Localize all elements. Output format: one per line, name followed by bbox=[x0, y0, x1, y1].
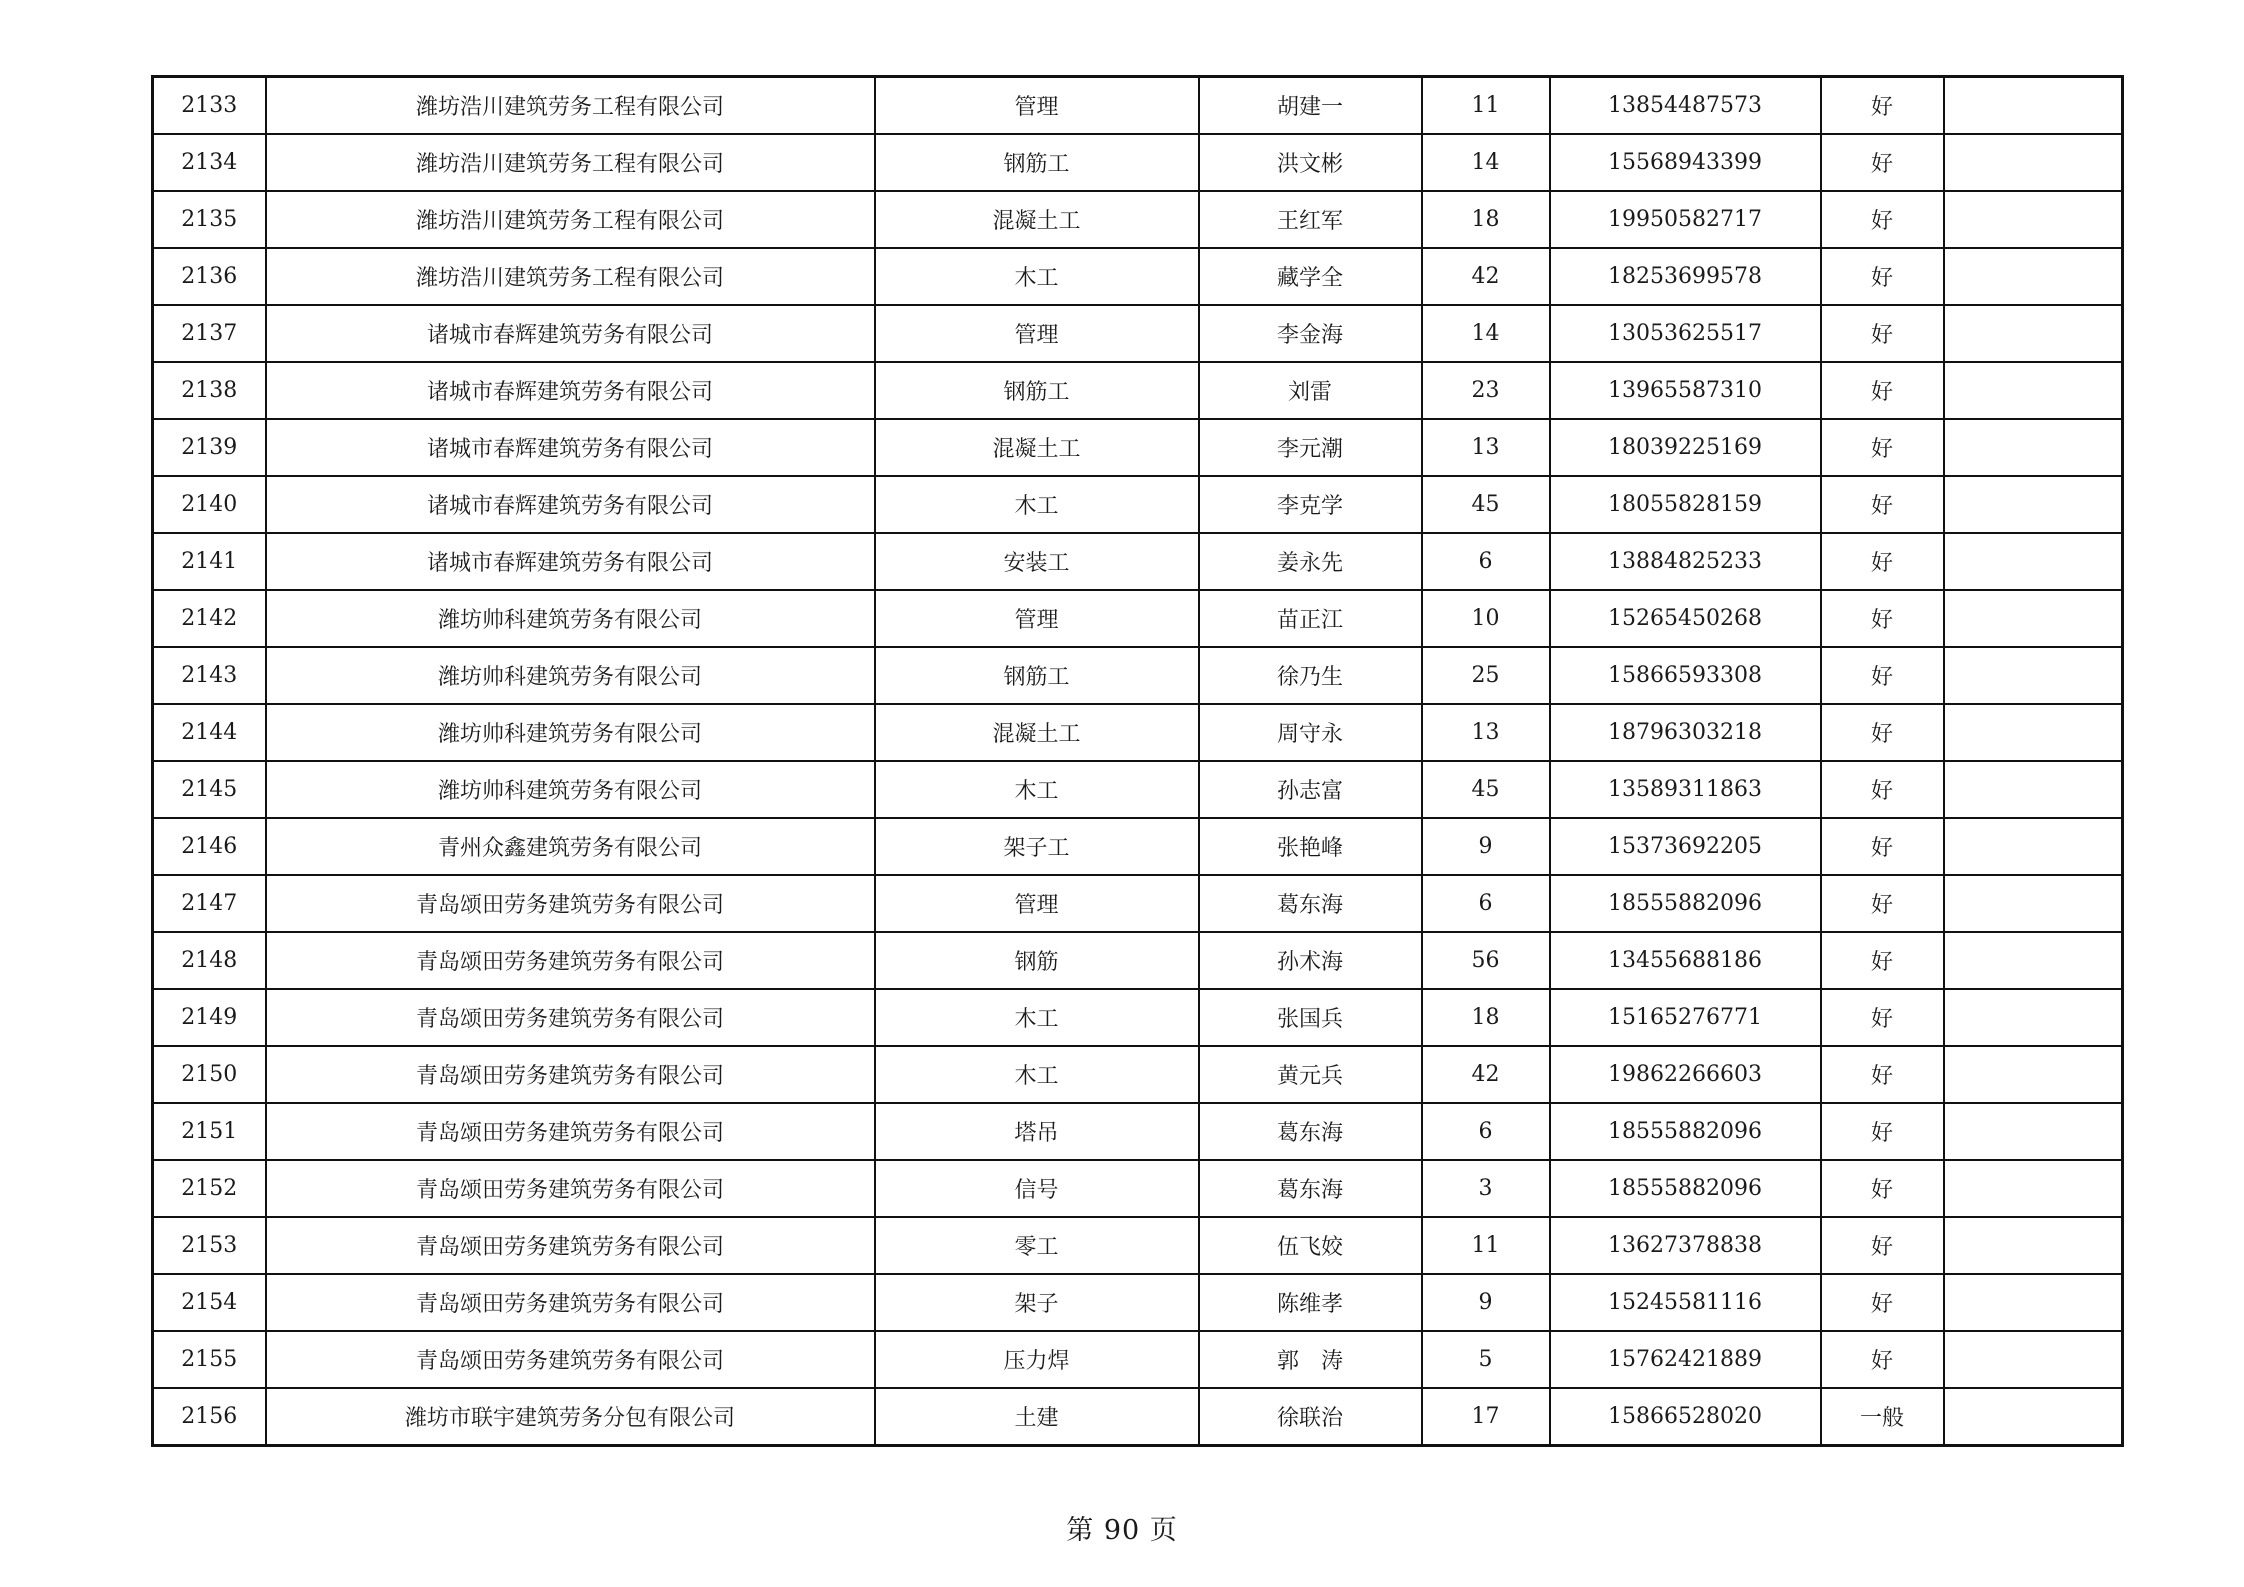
rating-cell: 好 bbox=[1821, 476, 1944, 533]
company-name-cell: 诸城市春辉建筑劳务有限公司 bbox=[266, 476, 875, 533]
remark-cell bbox=[1944, 1046, 2123, 1103]
remark-cell bbox=[1944, 932, 2123, 989]
row-number-cell: 2155 bbox=[153, 1331, 266, 1388]
headcount-cell: 45 bbox=[1422, 476, 1550, 533]
remark-cell bbox=[1944, 761, 2123, 818]
contact-name-cell: 葛东海 bbox=[1199, 875, 1422, 932]
company-name-cell: 青岛颂田劳务建筑劳务有限公司 bbox=[266, 1046, 875, 1103]
rating-cell: 好 bbox=[1821, 1331, 1944, 1388]
company-name-cell: 诸城市春辉建筑劳务有限公司 bbox=[266, 419, 875, 476]
trade-cell: 管理 bbox=[875, 305, 1199, 362]
phone-cell: 15866593308 bbox=[1550, 647, 1821, 704]
headcount-cell: 10 bbox=[1422, 590, 1550, 647]
row-number-cell: 2133 bbox=[153, 77, 266, 135]
company-name-cell: 潍坊浩川建筑劳务工程有限公司 bbox=[266, 191, 875, 248]
headcount-cell: 18 bbox=[1422, 191, 1550, 248]
page-number: 第 90 页 bbox=[1066, 1515, 1178, 1546]
company-name-cell: 潍坊帅科建筑劳务有限公司 bbox=[266, 761, 875, 818]
contact-name-cell: 伍飞姣 bbox=[1199, 1217, 1422, 1274]
headcount-cell: 3 bbox=[1422, 1160, 1550, 1217]
table-row bbox=[153, 875, 2123, 932]
company-name-cell: 青岛颂田劳务建筑劳务有限公司 bbox=[266, 1103, 875, 1160]
trade-cell: 钢筋工 bbox=[875, 362, 1199, 419]
company-name-cell: 青岛颂田劳务建筑劳务有限公司 bbox=[266, 1274, 875, 1331]
phone-cell: 13589311863 bbox=[1550, 761, 1821, 818]
table-row bbox=[153, 362, 2123, 419]
row-number-cell: 2146 bbox=[153, 818, 266, 875]
headcount-cell: 6 bbox=[1422, 875, 1550, 932]
contact-name-cell: 李元潮 bbox=[1199, 419, 1422, 476]
phone-cell: 13854487573 bbox=[1550, 77, 1821, 135]
remark-cell bbox=[1944, 476, 2123, 533]
trade-cell: 木工 bbox=[875, 989, 1199, 1046]
phone-cell: 13627378838 bbox=[1550, 1217, 1821, 1274]
remark-cell bbox=[1944, 362, 2123, 419]
table-row bbox=[153, 134, 2123, 191]
table-row bbox=[153, 1160, 2123, 1217]
table-row bbox=[153, 818, 2123, 875]
row-number-cell: 2141 bbox=[153, 533, 266, 590]
remark-cell bbox=[1944, 590, 2123, 647]
row-number-cell: 2154 bbox=[153, 1274, 266, 1331]
table-row bbox=[153, 1046, 2123, 1103]
remark-cell bbox=[1944, 1103, 2123, 1160]
table-row bbox=[153, 989, 2123, 1046]
company-name-cell: 潍坊浩川建筑劳务工程有限公司 bbox=[266, 134, 875, 191]
phone-cell: 15762421889 bbox=[1550, 1331, 1821, 1388]
company-name-cell: 青岛颂田劳务建筑劳务有限公司 bbox=[266, 1217, 875, 1274]
rating-cell: 好 bbox=[1821, 77, 1944, 135]
remark-cell bbox=[1944, 134, 2123, 191]
contact-name-cell: 葛东海 bbox=[1199, 1103, 1422, 1160]
rating-cell: 好 bbox=[1821, 1160, 1944, 1217]
phone-cell: 13884825233 bbox=[1550, 533, 1821, 590]
rating-cell: 好 bbox=[1821, 818, 1944, 875]
rating-cell: 好 bbox=[1821, 761, 1944, 818]
contact-name-cell: 李克学 bbox=[1199, 476, 1422, 533]
rating-cell: 好 bbox=[1821, 362, 1944, 419]
company-name-cell: 潍坊帅科建筑劳务有限公司 bbox=[266, 647, 875, 704]
headcount-cell: 14 bbox=[1422, 305, 1550, 362]
contact-name-cell: 葛东海 bbox=[1199, 1160, 1422, 1217]
phone-cell: 18796303218 bbox=[1550, 704, 1821, 761]
rating-cell: 好 bbox=[1821, 134, 1944, 191]
table-row bbox=[153, 533, 2123, 590]
headcount-cell: 9 bbox=[1422, 1274, 1550, 1331]
remark-cell bbox=[1944, 704, 2123, 761]
rating-cell: 好 bbox=[1821, 248, 1944, 305]
row-number-cell: 2151 bbox=[153, 1103, 266, 1160]
table-row bbox=[153, 1274, 2123, 1331]
remark-cell bbox=[1944, 419, 2123, 476]
trade-cell: 架子工 bbox=[875, 818, 1199, 875]
remark-cell bbox=[1944, 191, 2123, 248]
headcount-cell: 11 bbox=[1422, 77, 1550, 135]
contact-name-cell: 胡建一 bbox=[1199, 77, 1422, 135]
table-row bbox=[153, 704, 2123, 761]
table-row bbox=[153, 761, 2123, 818]
trade-cell: 信号 bbox=[875, 1160, 1199, 1217]
trade-cell: 安装工 bbox=[875, 533, 1199, 590]
phone-cell: 13965587310 bbox=[1550, 362, 1821, 419]
row-number-cell: 2147 bbox=[153, 875, 266, 932]
trade-cell: 压力焊 bbox=[875, 1331, 1199, 1388]
phone-cell: 18555882096 bbox=[1550, 875, 1821, 932]
rating-cell: 好 bbox=[1821, 875, 1944, 932]
row-number-cell: 2149 bbox=[153, 989, 266, 1046]
row-number-cell: 2138 bbox=[153, 362, 266, 419]
row-number-cell: 2145 bbox=[153, 761, 266, 818]
table-row bbox=[153, 305, 2123, 362]
company-name-cell: 青岛颂田劳务建筑劳务有限公司 bbox=[266, 1331, 875, 1388]
company-name-cell: 潍坊帅科建筑劳务有限公司 bbox=[266, 590, 875, 647]
rating-cell: 好 bbox=[1821, 704, 1944, 761]
row-number-cell: 2135 bbox=[153, 191, 266, 248]
contact-name-cell: 姜永先 bbox=[1199, 533, 1422, 590]
remark-cell bbox=[1944, 77, 2123, 135]
headcount-cell: 6 bbox=[1422, 1103, 1550, 1160]
headcount-cell: 17 bbox=[1422, 1388, 1550, 1446]
contact-name-cell: 张国兵 bbox=[1199, 989, 1422, 1046]
trade-cell: 木工 bbox=[875, 1046, 1199, 1103]
company-name-cell: 潍坊帅科建筑劳务有限公司 bbox=[266, 704, 875, 761]
headcount-cell: 13 bbox=[1422, 704, 1550, 761]
phone-cell: 13053625517 bbox=[1550, 305, 1821, 362]
phone-cell: 18555882096 bbox=[1550, 1103, 1821, 1160]
table-row bbox=[153, 1331, 2123, 1388]
phone-cell: 15568943399 bbox=[1550, 134, 1821, 191]
phone-cell: 13455688186 bbox=[1550, 932, 1821, 989]
trade-cell: 钢筋工 bbox=[875, 134, 1199, 191]
rating-cell: 好 bbox=[1821, 1046, 1944, 1103]
row-number-cell: 2134 bbox=[153, 134, 266, 191]
contact-name-cell: 黄元兵 bbox=[1199, 1046, 1422, 1103]
rating-cell: 好 bbox=[1821, 1103, 1944, 1160]
phone-cell: 15245581116 bbox=[1550, 1274, 1821, 1331]
table-row bbox=[153, 419, 2123, 476]
contact-name-cell: 刘雷 bbox=[1199, 362, 1422, 419]
remark-cell bbox=[1944, 305, 2123, 362]
row-number-cell: 2148 bbox=[153, 932, 266, 989]
headcount-cell: 25 bbox=[1422, 647, 1550, 704]
phone-cell: 18555882096 bbox=[1550, 1160, 1821, 1217]
trade-cell: 架子 bbox=[875, 1274, 1199, 1331]
remark-cell bbox=[1944, 1160, 2123, 1217]
company-name-cell: 诸城市春辉建筑劳务有限公司 bbox=[266, 362, 875, 419]
phone-cell: 19862266603 bbox=[1550, 1046, 1821, 1103]
remark-cell bbox=[1944, 875, 2123, 932]
remark-cell bbox=[1944, 1331, 2123, 1388]
table-row bbox=[153, 932, 2123, 989]
rating-cell: 一般 bbox=[1821, 1388, 1944, 1446]
headcount-cell: 18 bbox=[1422, 989, 1550, 1046]
row-number-cell: 2152 bbox=[153, 1160, 266, 1217]
row-number-cell: 2142 bbox=[153, 590, 266, 647]
rating-cell: 好 bbox=[1821, 419, 1944, 476]
contractor-table bbox=[151, 75, 2124, 1447]
contact-name-cell: 孙术海 bbox=[1199, 932, 1422, 989]
trade-cell: 管理 bbox=[875, 590, 1199, 647]
row-number-cell: 2153 bbox=[153, 1217, 266, 1274]
table-row bbox=[153, 1388, 2123, 1446]
trade-cell: 钢筋 bbox=[875, 932, 1199, 989]
table-body bbox=[153, 77, 2123, 1446]
table-row bbox=[153, 476, 2123, 533]
trade-cell: 混凝土工 bbox=[875, 419, 1199, 476]
contact-name-cell: 藏学全 bbox=[1199, 248, 1422, 305]
row-number-cell: 2150 bbox=[153, 1046, 266, 1103]
company-name-cell: 潍坊浩川建筑劳务工程有限公司 bbox=[266, 77, 875, 135]
phone-cell: 15165276771 bbox=[1550, 989, 1821, 1046]
table-row bbox=[153, 191, 2123, 248]
headcount-cell: 13 bbox=[1422, 419, 1550, 476]
contact-name-cell: 洪文彬 bbox=[1199, 134, 1422, 191]
headcount-cell: 11 bbox=[1422, 1217, 1550, 1274]
rating-cell: 好 bbox=[1821, 932, 1944, 989]
trade-cell: 木工 bbox=[875, 248, 1199, 305]
contact-name-cell: 陈维孝 bbox=[1199, 1274, 1422, 1331]
trade-cell: 混凝土工 bbox=[875, 704, 1199, 761]
company-name-cell: 青州众鑫建筑劳务有限公司 bbox=[266, 818, 875, 875]
row-number-cell: 2156 bbox=[153, 1388, 266, 1446]
rating-cell: 好 bbox=[1821, 1217, 1944, 1274]
headcount-cell: 5 bbox=[1422, 1331, 1550, 1388]
trade-cell: 钢筋工 bbox=[875, 647, 1199, 704]
contact-name-cell: 郭 涛 bbox=[1199, 1331, 1422, 1388]
headcount-cell: 42 bbox=[1422, 1046, 1550, 1103]
row-number-cell: 2144 bbox=[153, 704, 266, 761]
row-number-cell: 2136 bbox=[153, 248, 266, 305]
trade-cell: 混凝土工 bbox=[875, 191, 1199, 248]
row-number-cell: 2140 bbox=[153, 476, 266, 533]
row-number-cell: 2143 bbox=[153, 647, 266, 704]
contact-name-cell: 王红军 bbox=[1199, 191, 1422, 248]
headcount-cell: 6 bbox=[1422, 533, 1550, 590]
phone-cell: 15373692205 bbox=[1550, 818, 1821, 875]
rating-cell: 好 bbox=[1821, 590, 1944, 647]
rating-cell: 好 bbox=[1821, 533, 1944, 590]
company-name-cell: 青岛颂田劳务建筑劳务有限公司 bbox=[266, 989, 875, 1046]
headcount-cell: 9 bbox=[1422, 818, 1550, 875]
remark-cell bbox=[1944, 248, 2123, 305]
company-name-cell: 青岛颂田劳务建筑劳务有限公司 bbox=[266, 875, 875, 932]
trade-cell: 管理 bbox=[875, 875, 1199, 932]
table-row bbox=[153, 77, 2123, 135]
trade-cell: 木工 bbox=[875, 476, 1199, 533]
table-row bbox=[153, 1103, 2123, 1160]
contact-name-cell: 张艳峰 bbox=[1199, 818, 1422, 875]
company-name-cell: 潍坊市联宇建筑劳务分包有限公司 bbox=[266, 1388, 875, 1446]
table-row bbox=[153, 647, 2123, 704]
headcount-cell: 42 bbox=[1422, 248, 1550, 305]
remark-cell bbox=[1944, 1217, 2123, 1274]
company-name-cell: 青岛颂田劳务建筑劳务有限公司 bbox=[266, 1160, 875, 1217]
table-row bbox=[153, 590, 2123, 647]
rating-cell: 好 bbox=[1821, 305, 1944, 362]
trade-cell: 木工 bbox=[875, 761, 1199, 818]
company-name-cell: 诸城市春辉建筑劳务有限公司 bbox=[266, 305, 875, 362]
phone-cell: 18055828159 bbox=[1550, 476, 1821, 533]
company-name-cell: 诸城市春辉建筑劳务有限公司 bbox=[266, 533, 875, 590]
phone-cell: 15866528020 bbox=[1550, 1388, 1821, 1446]
row-number-cell: 2139 bbox=[153, 419, 266, 476]
contact-name-cell: 周守永 bbox=[1199, 704, 1422, 761]
remark-cell bbox=[1944, 1274, 2123, 1331]
contact-name-cell: 孙志富 bbox=[1199, 761, 1422, 818]
contact-name-cell: 李金海 bbox=[1199, 305, 1422, 362]
trade-cell: 管理 bbox=[875, 77, 1199, 135]
phone-cell: 18039225169 bbox=[1550, 419, 1821, 476]
phone-cell: 18253699578 bbox=[1550, 248, 1821, 305]
contact-name-cell: 徐联治 bbox=[1199, 1388, 1422, 1446]
remark-cell bbox=[1944, 533, 2123, 590]
contact-name-cell: 徐乃生 bbox=[1199, 647, 1422, 704]
row-number-cell: 2137 bbox=[153, 305, 266, 362]
trade-cell: 土建 bbox=[875, 1388, 1199, 1446]
remark-cell bbox=[1944, 818, 2123, 875]
phone-cell: 15265450268 bbox=[1550, 590, 1821, 647]
headcount-cell: 23 bbox=[1422, 362, 1550, 419]
headcount-cell: 14 bbox=[1422, 134, 1550, 191]
table-row bbox=[153, 1217, 2123, 1274]
company-name-cell: 潍坊浩川建筑劳务工程有限公司 bbox=[266, 248, 875, 305]
company-name-cell: 青岛颂田劳务建筑劳务有限公司 bbox=[266, 932, 875, 989]
trade-cell: 塔吊 bbox=[875, 1103, 1199, 1160]
phone-cell: 19950582717 bbox=[1550, 191, 1821, 248]
rating-cell: 好 bbox=[1821, 989, 1944, 1046]
headcount-cell: 56 bbox=[1422, 932, 1550, 989]
headcount-cell: 45 bbox=[1422, 761, 1550, 818]
remark-cell bbox=[1944, 989, 2123, 1046]
rating-cell: 好 bbox=[1821, 647, 1944, 704]
rating-cell: 好 bbox=[1821, 1274, 1944, 1331]
remark-cell bbox=[1944, 1388, 2123, 1446]
trade-cell: 零工 bbox=[875, 1217, 1199, 1274]
rating-cell: 好 bbox=[1821, 191, 1944, 248]
contact-name-cell: 苗正江 bbox=[1199, 590, 1422, 647]
table-row bbox=[153, 248, 2123, 305]
remark-cell bbox=[1944, 647, 2123, 704]
